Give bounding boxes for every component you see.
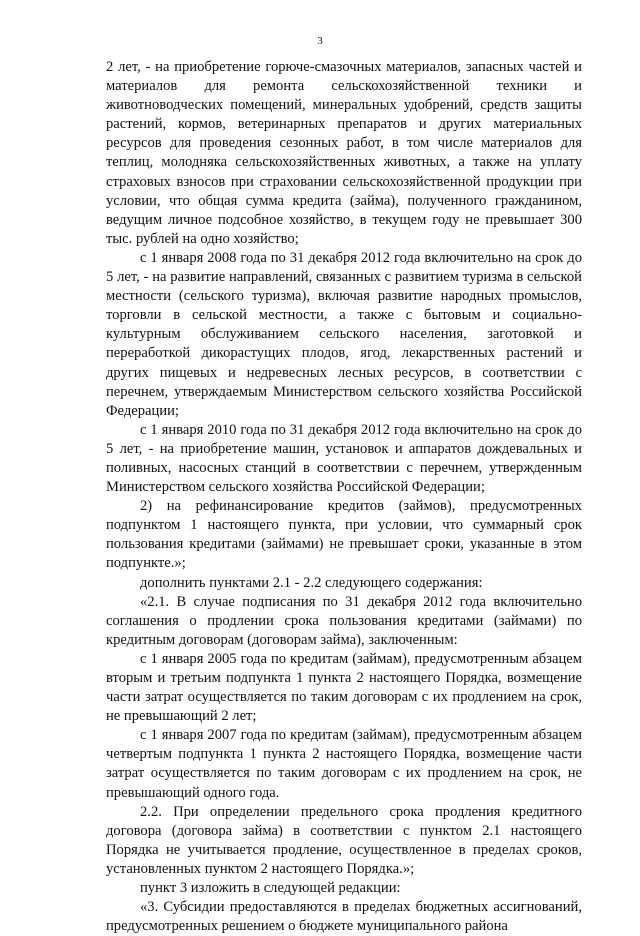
- page-number: 3: [317, 35, 323, 47]
- paragraph: «3. Субсидии предоставляются в пределах бюджетных ассигнований, предусмотренных решением о бюджете муниципального района: [106, 899, 582, 935]
- paragraph: 2 лет, - на приобретение горюче-смазочных материалов, запасных частей и материалов для ремонта сельскохозяйственной техники и животноводческих помещений, минеральных удобрений, средств защиты растений, кормов, ветеринарных препаратов и других материальных ресурсов для проведения сезонных работ, в том числе материалов для теплиц, молодняка сельскохозяйственных животных, а также на уплату страховых взносов при страховании сельскохозяйственной продукции при условии, что общая сумма кредита (займа), полученного гражданином, ведущим личное подсобное хозяйство, в текущем году не превышает 300 тыс. рублей на одно хозяйство;: [106, 59, 582, 247]
- document-body: [106, 58, 582, 936]
- paragraph: с 1 января 2010 года по 31 декабря 2012 года включительно на срок до 5 лет, - на приобретение машин, установок и аппаратов дождевальных и поливных, насосных станций в соответствии с перечнем, утвержденным Министерством сельского хозяйства Российской Федерации;: [106, 421, 582, 496]
- paragraph: с 1 января 2007 года по кредитам (займам), предусмотренным абзацем четвертым подпункта 1 пункта 2 настоящего Порядка, возмещение части затрат осуществляется по таким договорам с их продлением на срок, не превышающий одного года.: [106, 727, 582, 801]
- paragraph: дополнить пунктами 2.1 - 2.2 следующего содержания:: [140, 574, 483, 591]
- paragraph: 2) на рефинансирование кредитов (займов), предусмотренных подпунктом 1 настоящего пункта, при условии, что суммарный срок пользования кредитами (займами) не превышает сроки, указанные в этом подпункте.»;: [106, 498, 582, 572]
- paragraph: пункт 3 изложить в следующей редакции:: [140, 880, 401, 897]
- paragraph: с 1 января 2008 года по 31 декабря 2012 года включительно на срок до 5 лет, - на развитие направлений, связанных с развитием туризма в сельской местности (сельского туризма), включая развитие народных промыслов, торговли в сельской местности, а также с бытовым и социально-культурным обслуживанием сельского населения, заготовкой и переработкой дикорастущих плодов, ягод, лекарственных растений и других пищевых и недревесных лесных ресурсов, в соответствии с перечнем, утверждаемым Министерством сельского хозяйства Российской Федерации;: [106, 249, 582, 419]
- paragraph: «2.1. В случае подписания по 31 декабря 2012 года включительно соглашения о продлении срока пользования кредитами (займами) по кредитным договорам (договорам займа), заключенным:: [106, 593, 582, 648]
- paragraph: с 1 января 2005 года по кредитам (займам), предусмотренным абзацем вторым и третьим подпункта 1 пункта 2 настоящего Порядка, возмещение части затрат осуществляется по таким договорам с их продлением на срок, не превышающий 2 лет;: [106, 650, 582, 725]
- paragraph: 2.2. При определении предельного срока продления кредитного договора (договора займа) в соответствии с пунктом 2.1 настоящего Порядка не учитывается продление, осуществленное в пределах сроков, установленных пунктом 2 настоящего Порядка.»;: [106, 803, 582, 877]
